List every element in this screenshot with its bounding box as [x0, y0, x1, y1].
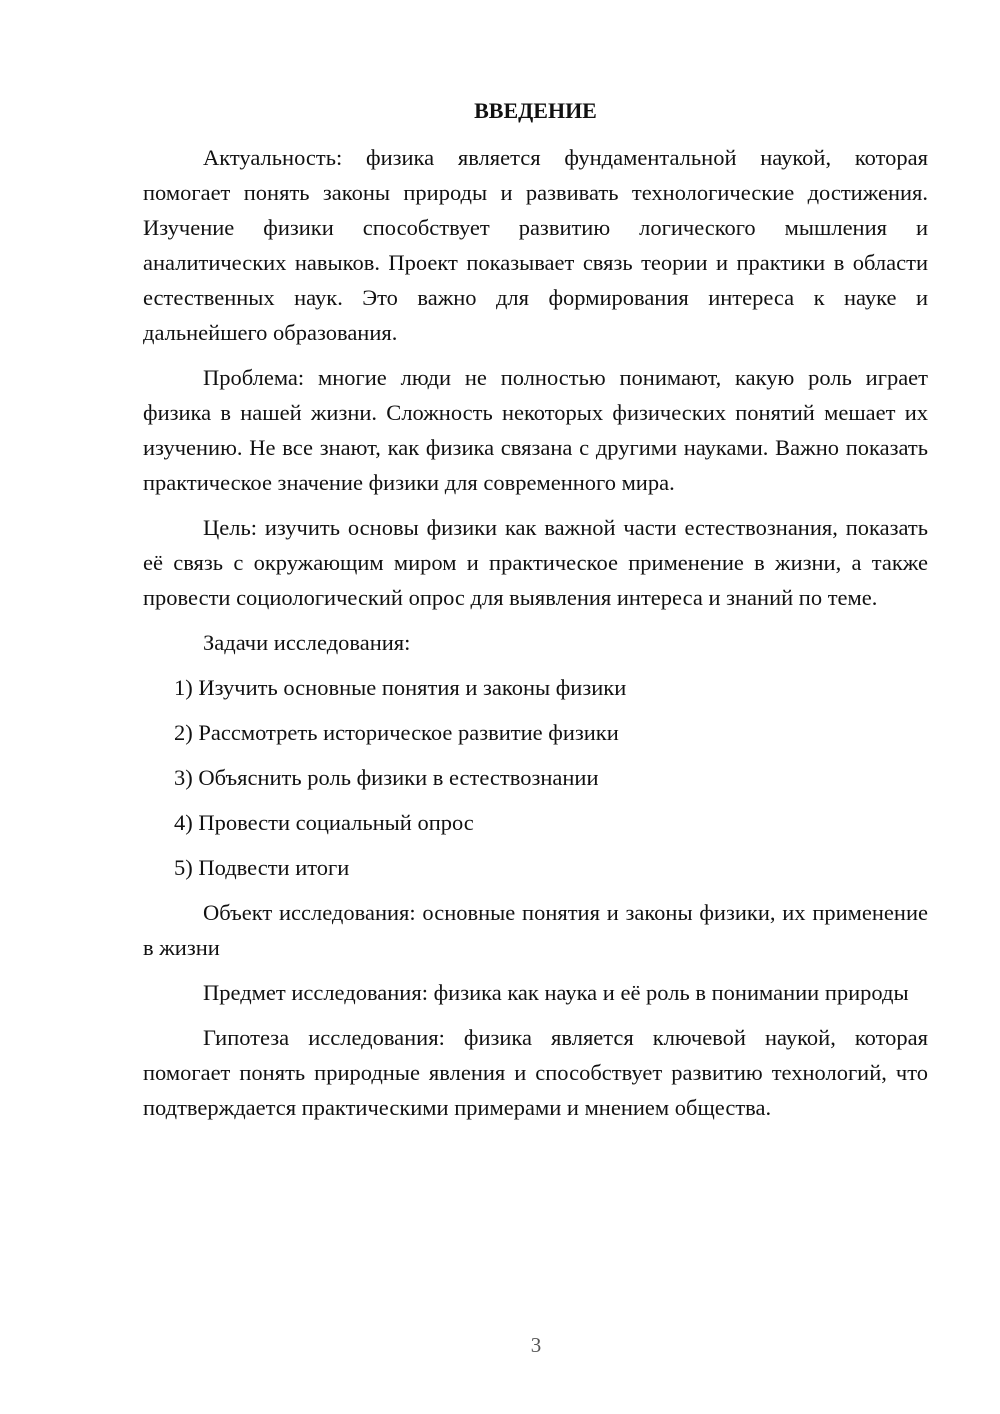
list-item: 2) Рассмотреть историческое развитие физики [174, 720, 619, 745]
section-heading: ВВЕДЕНИЕ [474, 98, 597, 123]
paragraph-hypothesis: Гипотеза исследования: физика является ключевой наукой, которая помогает понять природные явления и способствует развитию технологий, что подтверждается практическими примерами и мнением общества. [143, 1025, 928, 1120]
task-list [143, 670, 928, 885]
list-item: 3) Объяснить роль физики в естествознании [174, 765, 599, 790]
page-content [143, 96, 928, 1135]
list-item: 4) Провести социальный опрос [174, 810, 474, 835]
page-number: 3 [530, 1333, 542, 1357]
list-item: 1) Изучить основные понятия и законы физики [174, 675, 627, 700]
tasks-title: Задачи исследования: [203, 630, 411, 655]
paragraph-object: Объект исследования: основные понятия и законы физики, их применение в жизни [143, 900, 928, 960]
paragraph-problem: Проблема: многие люди не полностью понимают, какую роль играет физика в нашей жизни. Сложность некоторых физических понятий мешает их изучению. Не все знают, как физика связана с другими науками. Важно показать практическое значение физики для современного мира. [143, 365, 928, 495]
paragraph-relevance: Актуальность: физика является фундаментальной наукой, которая помогает понять законы природы и развивать технологические достижения. Изучение физики способствует развитию логического мышления и аналитических навыков. Проект показывает связь теории и практики в области естественных наук. Это важно для формирования интереса к науке и дальнейшего образования. [143, 145, 928, 345]
paragraph-subject: Предмет исследования: физика как наука и её роль в понимании природы [203, 980, 909, 1005]
paragraph-goal: Цель: изучить основы физики как важной части естествознания, показать её связь с окружающим миром и практическое применение в жизни, а также провести социологический опрос для выявления интереса и знаний по теме. [143, 515, 928, 610]
list-item: 5) Подвести итоги [174, 855, 350, 880]
